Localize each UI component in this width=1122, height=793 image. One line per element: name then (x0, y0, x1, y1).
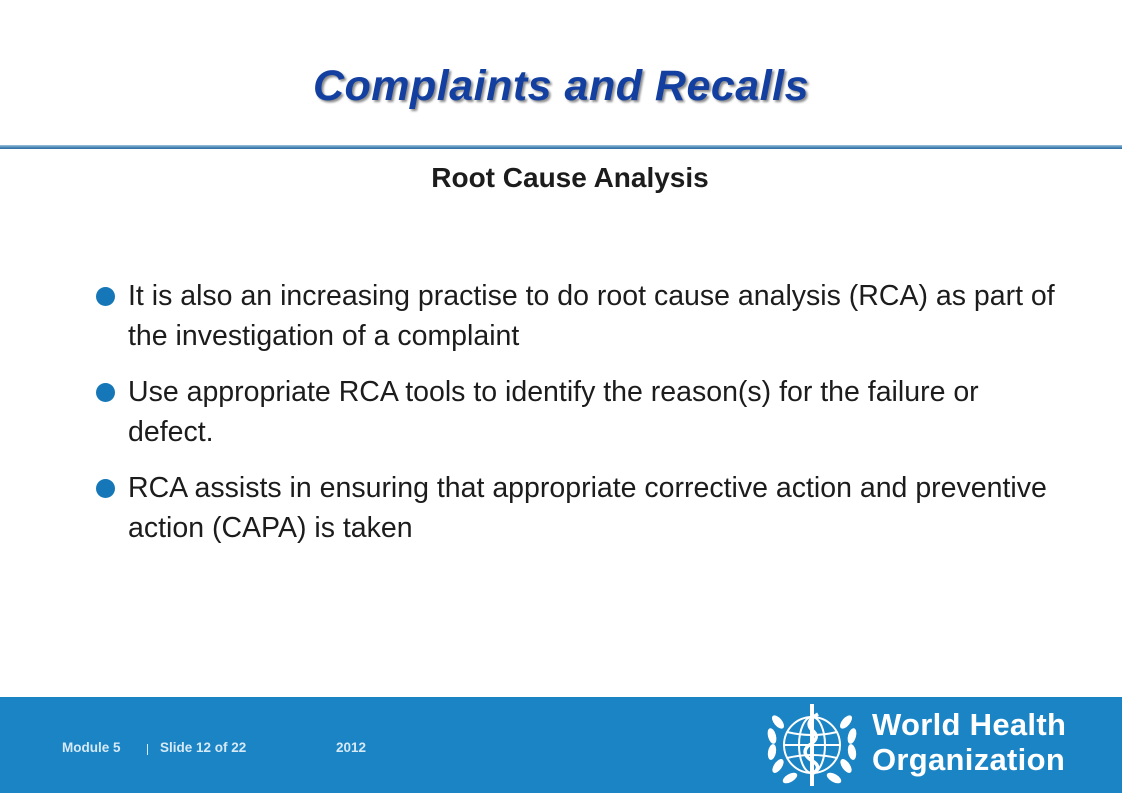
slide-title: Complaints and Recalls (312, 62, 810, 110)
bullet-item (96, 468, 1056, 548)
bullet-list (96, 276, 1056, 564)
footer-separator (147, 744, 148, 755)
bullet-text: Use appropriate RCA tools to identify the reason(s) for the failure or defect. (128, 376, 979, 448)
bullet-dot-icon (96, 287, 115, 306)
bullet-item (96, 372, 1056, 452)
bullet-text: It is also an increasing practise to do root cause analysis (RCA) as part of the investigation of a complaint (128, 280, 1055, 352)
bullet-text: RCA assists in ensuring that appropriate corrective action and preventive action (CAPA) is taken (128, 472, 1047, 544)
slide-subtitle: Root Cause Analysis (431, 162, 709, 193)
footer-slide-number: Slide 12 of 22 (160, 740, 247, 755)
who-emblem-icon (760, 700, 870, 790)
logo-wordmark-line2: Organization (872, 742, 1066, 777)
footer-year: 2012 (336, 740, 367, 755)
bullet-item (96, 276, 1056, 356)
bullet-dot-icon (96, 383, 115, 402)
title-divider (0, 145, 1122, 149)
bullet-dot-icon (96, 479, 115, 498)
logo-wordmark-line1: World Health (872, 707, 1067, 742)
footer-module: Module 5 (62, 740, 121, 755)
